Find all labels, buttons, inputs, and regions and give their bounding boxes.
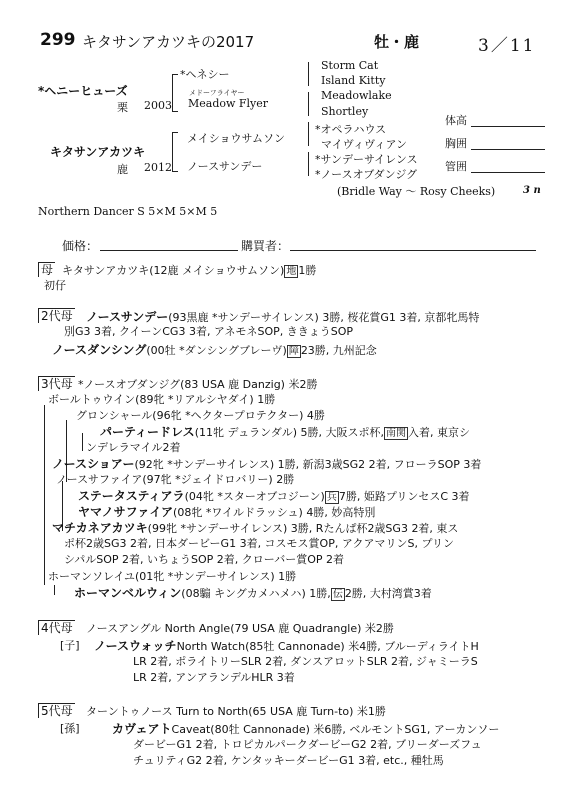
gen3-runner-tail: 2勝, 大村湾賞3着 [344,587,432,600]
gen2-name: ノースサンデー [86,310,169,324]
gen3-line [78,503,375,520]
local-tag: 地 [286,266,297,277]
gen3-head: *ノースオブダンジグ(83 USA 鹿 Danzig) 米2勝 [78,378,318,391]
gen4-tag: 4代母 [38,620,75,635]
gen2-son-name: ノースダンシング [52,343,147,357]
female-line-note: (Bridle Way ～ Rosy Cheeks) [337,185,496,198]
gen3-line [52,519,458,536]
gen3-runner-rest: (08牝 *ワイルドラッシュ) 4勝, 妙高特別 [173,506,376,519]
sire-sire: *ヘネシー [180,68,230,81]
sire-name: *ヘニーヒューズ [38,84,128,98]
gen3-runner-rest: (92牝 *サンデーサイレンス) 1勝, 新潟3歳SG2 2着, フローラSOP 3着 [134,458,482,471]
gen4-line2: LR 2着, ポライトリーSLR 2着, ダンスアロットSLR 2着, ジャミーラS [133,655,478,668]
gen3-runner-tail: 入着, 東京シ [407,426,470,439]
regional-tag: 伝 [332,589,343,600]
sire-dam-ruby: メドーフライヤー [189,89,245,97]
gen3-runner-tail: 7勝, 姫路プリンセスC 3着 [338,490,470,503]
gen3-line: ホーマンソレイユ(01牝 *サンデーサイレンス) 1勝 [48,570,297,583]
gen5-tag: 5代母 [38,703,75,718]
generation-note: 3 n [523,185,541,196]
dam-sire: メイショウサムソン [187,132,286,145]
sire-sire-sire: Storm Cat [321,59,379,72]
gen3-line [52,455,481,472]
gen3-runner-rest: (04牝 *スターオブコジーン) [184,490,325,503]
gen4-line3: LR 2着, アンアランデルHLR 3着 [133,671,295,684]
gen2-line2: 別G3 3着, クイーンCG3 3着, アネモネSOP, ききょうSOP [64,325,354,338]
gen3-line: ンデレラマイル2着 [86,441,181,454]
height-label: 体高 [445,114,467,127]
cannon-field[interactable] [471,158,545,173]
gen2-son-rest: (00牡 *ダンシングブレーヴ) [146,344,287,357]
dam-section-tag: 母 [38,262,55,277]
dam-dam-dam: *ノースオブダンジグ [315,168,418,181]
buyer-field[interactable] [290,236,536,251]
horse-name: キタサンアカツキの2017 [82,33,255,51]
sex-color: 牡・鹿 [374,33,420,51]
gen3-line [74,584,432,601]
regional-tag: 兵 [326,492,337,503]
gen5-runner-name: カヴェアト [112,722,172,736]
gen3-line [78,487,470,504]
gen3-runner-name: ホーマンベルウィン [74,586,182,600]
dam-record-text: キタサンアカツキ(12鹿 メイショウサムソン) [62,264,285,277]
sire-sire-dam: Island Kitty [321,74,386,87]
gen4-runner-name: ノースウォッチ [94,639,177,653]
buyer-label: 購買者： [241,239,290,253]
gen3-runner-name: パーティードレス [100,425,195,439]
gen4-child-tag: [子] [60,639,80,652]
dam-sire-dam: マイヴィヴィアン [321,138,408,151]
gen2-line1-rest: (93黒鹿 *サンデーサイレンス) 3勝, 桜花賞G1 3着, 京都牝馬特 [168,311,480,324]
sire-dam: Meadow Flyer [188,97,269,110]
dam-sire-sire: *オペラハウス [315,123,387,136]
page-indicator: 3／11 [478,36,536,56]
gen3-line: ノースサファイア(97牝 *ジェイドロバリー) 2勝 [56,473,295,486]
gen2-tag: 2代母 [38,308,75,323]
gen5-runner-rest: Caveat(80牡 Cannonade) 米6勝, ベルモントSG1, アーカンソー [171,723,500,736]
dam-year: 2012 [144,161,172,174]
girth-label: 胸囲 [445,137,467,150]
inbreeding-line: Northern Dancer S 5×M 5×M 5 [38,205,218,218]
gen3-line [100,423,470,440]
gen3-runner-name: ヤマノサファイア [78,505,174,519]
gen3-runner-rest: (11牝 デュランダル) 5勝, 大阪スポ杯, [194,426,384,439]
dam-name: キタサンアカツキ [50,145,146,159]
dam-dam: ノースサンデー [187,160,263,173]
girth-field[interactable] [471,135,545,150]
gen2-line3 [52,341,377,358]
gen3-runner-rest: (08騸 キングカメハメハ) 1勝, [181,587,331,600]
sire-color: 栗 [117,101,128,114]
gen3-line: グロンシャール(96牝 *ヘクタープロテクター) 4勝 [76,409,325,422]
gen3-tag: 3代母 [38,376,75,391]
sire-dam-dam: Shortley [321,105,369,118]
gen4-line1 [94,637,479,654]
gen2-son-tail: 23勝, 九州記念 [300,344,377,357]
regional-tag: 南関 [385,428,406,439]
gen5-head: ターントゥノース Turn to North(65 USA 鹿 Turn-to) 米1勝 [86,705,386,718]
price-label: 価格： [62,239,99,253]
gen3-runner-name: ステータスティアラ [78,489,185,503]
dam-color: 鹿 [117,163,128,176]
horse-number: 299 [40,30,76,50]
gen3-runner-name: マチカネアカツキ [52,521,148,535]
jump-tag: 障 [288,346,299,357]
gen4-runner-rest: North Watch(85牡 Cannonade) 米4勝, ブルーディライトH [176,640,479,653]
sire-year: 2003 [144,99,172,112]
dam-record [62,262,316,278]
dam-note: 初仔 [44,279,66,292]
price-field[interactable] [100,236,238,251]
gen3-line: シパルSOP 2着, いちょうSOP 2着, クローバー賞OP 2着 [64,553,344,566]
gen5-line3: チュリティG2 2着, ケンタッキーダービーG1 3着, etc., 種牡馬 [133,754,444,767]
dam-record-tail: 1勝 [298,264,317,277]
cannon-label: 管囲 [445,160,467,173]
dam-dam-sire: *サンデーサイレンス [315,153,418,166]
gen5-line2: ダービーG1 2着, トロピカルパークダービーG2 2着, ブリーダーズフュ [133,738,482,751]
height-field[interactable] [471,112,545,127]
gen3-line: ボールトゥウイン(89牝 *リアルシヤダイ) 1勝 [48,393,276,406]
gen5-line1 [112,720,499,737]
gen3-runner-rest: (99牝 *サンデーサイレンス) 3勝, Rたんぱ杯2歳SG3 2着, 東ス [147,522,459,535]
sire-dam-sire: Meadowlake [321,89,392,102]
gen4-head: ノースアングル North Angle(79 USA 鹿 Quadrangle) 米2勝 [86,622,394,635]
gen3-line: ポ杯2歳SG3 2着, 日本ダービーG1 3着, コスモス賞OP, アクアマリンS, プリン [64,537,455,550]
gen3-runner-name: ノースショアー [52,457,135,471]
gen5-child-tag: [孫] [60,722,80,735]
